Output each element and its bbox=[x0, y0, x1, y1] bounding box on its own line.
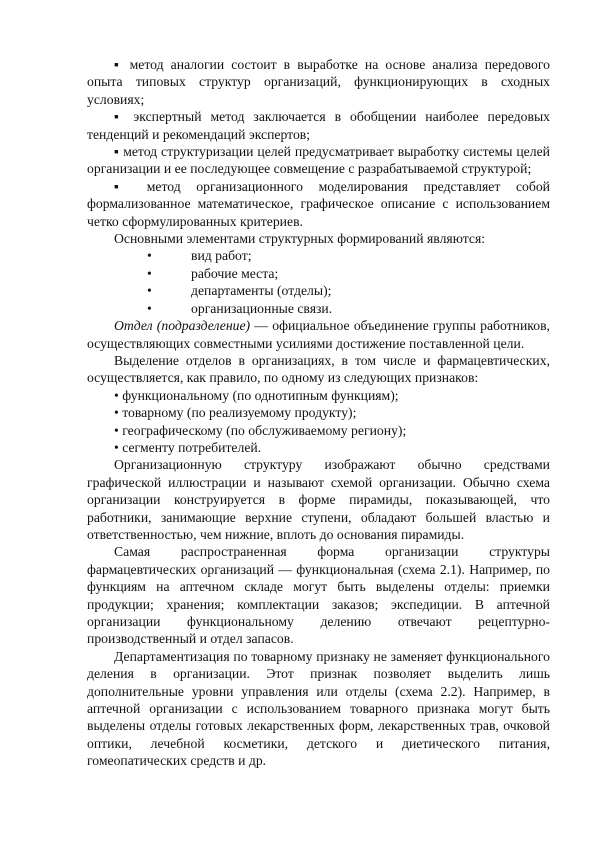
bullet-icon: • bbox=[147, 265, 152, 281]
list-item: • функциональному (по однотипным функциям); bbox=[114, 387, 399, 403]
paragraph-product-departmentalization: Департаментизация по товарному признаку не заменяет функционального деления в организации. Этот признак позволяет выделить лишь дополнительные уровни управления или отделы (схема 2.2). Например, в аптечной организации с использованием товарного признака могут быть выделены отделы готовых лекарственных форм, лекарственных трав, очковой оптики, лечебной косметики, детского и диетического питания, гомеопатических средств и др. bbox=[87, 648, 550, 769]
paragraph-org-chart: Организационную структуру изображают обычно средствами графической иллюстрации и называют схемой организации. Обычно схема организации конструируется в форме пирамиды, показывающей, что работники, занимающие верхние ступени, обладают большей властью и ответственностью, чем нижние, вплоть до основания пирамиды. bbox=[87, 457, 550, 542]
elements-list bbox=[87, 247, 550, 317]
list-item-text: департаменты (отделы); bbox=[191, 283, 332, 299]
list-item bbox=[87, 247, 550, 264]
list-item bbox=[87, 282, 550, 299]
list-item-text: вид работ; bbox=[191, 248, 252, 264]
bullet-icon: • bbox=[147, 283, 152, 299]
paragraph-analogy-method: ▪ метод аналогии состоит в выработке на основе анализа передового опыта типовых структур организаций, функционирующих в сходных условиях; bbox=[87, 57, 550, 107]
paragraph-modeling-method: ▪ метод организационного моделирования представляет собой формализованное математическое, графическое описание с использованием четко сформулированных критериев. bbox=[87, 178, 550, 229]
bullet-icon: • bbox=[147, 248, 152, 264]
paragraph-department-criteria-intro: Выделение отделов в организациях, в том числе и фармацевтических, осуществляется, как правило, по одному из следующих признаков: bbox=[87, 352, 550, 386]
list-item: • товарному (по реализуемому продукту); bbox=[114, 405, 357, 421]
list-item: • сегменту потребителей. bbox=[114, 439, 262, 455]
bullet-icon: • bbox=[147, 300, 152, 316]
paragraph-expert-method: ▪ экспертный метод заключается в обобщении наиболее передовых тенденций и рекомендаций экспертов; bbox=[87, 109, 550, 142]
definition-text: — официальное объединение группы работников, осуществляющих совместными усилиями достижение поставленной цели. bbox=[87, 318, 550, 351]
document-page bbox=[87, 56, 550, 770]
criteria-list bbox=[87, 387, 550, 457]
list-item-text: рабочие места; bbox=[191, 265, 279, 281]
paragraph-functional-structure: Самая распространенная форма организации структуры фармацевтических организаций — функциональная (схема 2.1). Например, по функциям на аптечном складе могут быть выделены отделы: приемки продукции; хранения; комплектации заказов; экспедиции. В аптечной организации функциональному делению отвечают рецептурно-производственный и отдел запасов. bbox=[87, 544, 550, 647]
list-item-text: организационные связи. bbox=[191, 300, 333, 316]
list-item bbox=[87, 265, 550, 282]
term-department: Отдел (подразделение) bbox=[114, 318, 251, 334]
list-item bbox=[87, 300, 550, 317]
list-item: • географическому (по обслуживаемому региону); bbox=[114, 422, 407, 438]
paragraph-elements-intro: Основными элементами структурных формирований являются: bbox=[114, 231, 486, 247]
paragraph-goal-structuring-method: ▪ метод структуризации целей предусматривает выработку системы целей организации и ее последующее совмещение с разрабатываемой структурой; bbox=[87, 144, 550, 177]
paragraph-department-definition bbox=[87, 317, 550, 352]
